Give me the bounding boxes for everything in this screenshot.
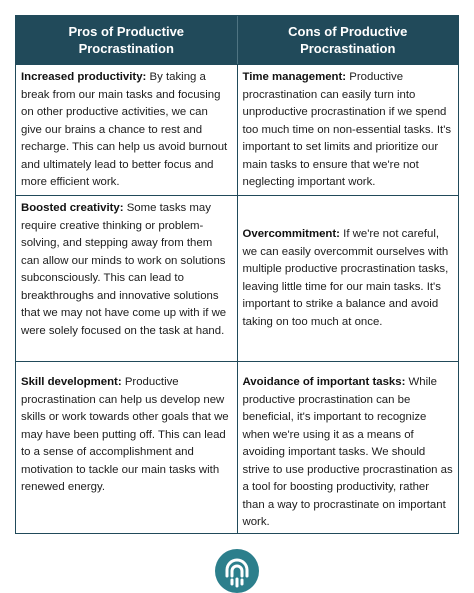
pros-cons-table <box>15 15 459 534</box>
pro-text: Productive procrastination can help us develop new skills or work towards other goals that we may have been putting off. This can lead to a sense of accomplishment and motivation to tackle our main tasks with renewed energy. <box>21 376 229 493</box>
con-cell-time-management <box>237 65 459 195</box>
brand-logo-icon <box>215 549 259 593</box>
cons-column-header: Cons of Productive Procrastination <box>237 16 459 64</box>
con-cell-overcommitment <box>237 196 459 361</box>
pro-text: By taking a break from our main tasks and focusing on other productive activities, we can give our brains a chance to rest and recharge. This can help us avoid burnout and ultimately lead to better focus and more efficient work. <box>21 71 228 188</box>
con-cell-avoidance-of-important-tasks <box>237 362 459 533</box>
con-term: Overcommitment: <box>242 228 340 240</box>
pro-term: Skill development: <box>21 376 122 388</box>
pro-cell-increased-productivity <box>16 65 237 195</box>
pro-term: Increased productivity: <box>21 71 147 83</box>
table-row <box>16 64 458 195</box>
con-text: Productive procrastination can easily turn into unproductive procrastination if we spend too much time on non-essential tasks. It's important to set limits and prioritize our main tasks to ensure that we're not neglecting important work. <box>242 71 452 188</box>
pro-text: Some tasks may require creative thinking or problem-solving, and stepping away from them can allow our minds to work on solutions subconsciously. This can lead to breakthroughs and innovative solutions that we may not have come up with if we were solely focused on the task at hand. <box>21 202 227 337</box>
con-term: Time management: <box>242 71 347 83</box>
table-row <box>16 195 458 361</box>
table-row <box>16 361 458 533</box>
con-term: Avoidance of important tasks: <box>242 376 406 388</box>
pro-cell-skill-development <box>16 362 237 533</box>
con-text: While productive procrastination can be beneficial, it's important to recognize when we're using it as a means of avoiding important tasks. We should strive to use productive procrastination as a tool for boosting productivity, rather than a way to procrastinate on important work. <box>242 376 453 528</box>
pros-column-header: Pros of Productive Procrastination <box>68 24 185 56</box>
pro-cell-boosted-creativity <box>16 196 237 361</box>
con-text: If we're not careful, we can easily overcommit ourselves with multiple productive procrastination tasks, leaving little time for our main tasks. It's important to strike a balance and avoid taking on too much at once. <box>242 228 449 328</box>
table-header-row <box>16 16 458 64</box>
pro-term: Boosted creativity: <box>21 202 124 214</box>
con-cell-content <box>243 226 454 331</box>
